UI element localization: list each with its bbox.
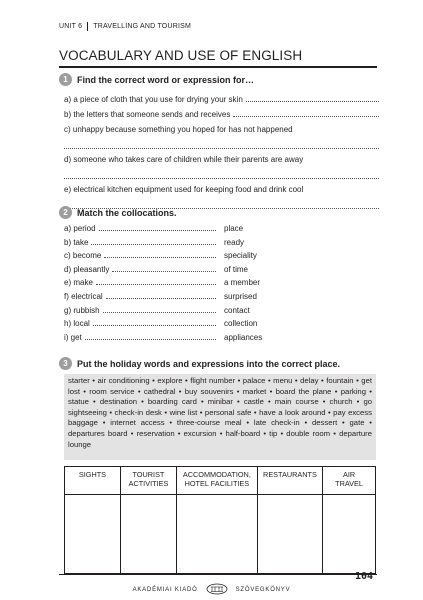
answer-line[interactable] xyxy=(96,278,216,285)
collocation-right: ready xyxy=(224,237,245,247)
answer-cell[interactable] xyxy=(65,495,121,574)
collocation-row xyxy=(64,306,262,320)
definition-text: a) a piece of cloth that you use for drying your skin xyxy=(64,95,243,104)
table-header-row xyxy=(65,467,376,495)
collocation-left: e) make xyxy=(64,278,93,288)
collocation-left: a) period xyxy=(64,224,96,233)
answer-line[interactable] xyxy=(64,169,379,179)
column-header-accommodation: ACCOMMODATION, HOTEL FACILITIES xyxy=(176,467,257,495)
collocation-row xyxy=(64,224,262,238)
collocation-left: b) take xyxy=(64,237,89,247)
collocation-row xyxy=(64,319,262,333)
collocation-left: f) electrical xyxy=(64,291,103,301)
collocation-left: h) local xyxy=(64,319,90,329)
exercise-1-items xyxy=(64,94,379,214)
answer-line[interactable] xyxy=(106,292,216,299)
exercise-2-number: 2 xyxy=(59,206,72,219)
definition-text: d) someone who takes care of children while their parents are away xyxy=(64,155,304,164)
collocation-left: g) rubbish xyxy=(64,305,100,315)
header-divider xyxy=(87,22,88,31)
collocation-list xyxy=(64,224,262,346)
collocation-right: a member xyxy=(224,278,261,288)
answer-line[interactable] xyxy=(104,251,216,258)
answer-line[interactable] xyxy=(99,224,216,231)
definition-item xyxy=(64,154,379,169)
unit-label: UNIT 6 xyxy=(59,23,83,30)
exercise-2-heading xyxy=(59,206,177,219)
answer-line[interactable] xyxy=(91,238,216,245)
collocation-row xyxy=(64,333,262,347)
footer xyxy=(0,583,423,597)
column-header-tourist-activities: TOURIST ACTIVITIES xyxy=(120,467,176,495)
category-table xyxy=(64,466,376,574)
answer-cell[interactable] xyxy=(323,495,376,574)
table-answer-row xyxy=(65,495,376,574)
collocation-right: of time xyxy=(224,264,249,274)
collocation-right: contact xyxy=(224,305,250,315)
exercise-1-heading xyxy=(59,73,254,86)
collocation-row xyxy=(64,251,262,265)
exercise-1-instruction: Find the correct word or expression for… xyxy=(77,74,255,85)
answer-cell[interactable] xyxy=(120,495,176,574)
answer-cell[interactable] xyxy=(176,495,257,574)
publisher-logo-icon xyxy=(206,583,228,597)
definition-text: b) the letters that someone sends and receives xyxy=(64,110,231,119)
collocation-left: c) become xyxy=(64,251,102,261)
exercise-2-instruction: Match the collocations. xyxy=(77,207,177,218)
answer-line[interactable] xyxy=(85,333,216,340)
collocation-right: place xyxy=(224,224,244,233)
series-name: SZÖVEGKÖNYV xyxy=(235,587,291,593)
word-bank: starter • air conditioning • explore • flight number • palace • menu • delay • fountain • get lost • room service • cathedral • buy souvenirs • market • board the plane • parking • statue • destination • boarding card • minibar • castle • main course • church • go sightseeing • check-in desk • wine list • personal safe • have a look around • pay excess baggage • internet access • three-course meal • late check-in • dessert • gate • departures board • reservation • excursion • half-board • tip • double room • departure lounge xyxy=(64,374,376,460)
answer-line[interactable] xyxy=(246,94,379,102)
definition-text: c) unhappy because something you hoped for has not happened xyxy=(64,125,293,134)
collocation-left: d) pleasantly xyxy=(64,264,110,274)
collocation-right: surprised xyxy=(224,291,257,301)
unit-header xyxy=(59,22,191,31)
answer-line[interactable] xyxy=(93,319,216,326)
collocation-row xyxy=(64,238,262,252)
page-title: VOCABULARY AND USE OF ENGLISH xyxy=(59,48,303,63)
answer-cell[interactable] xyxy=(257,495,322,574)
page-number: 104 xyxy=(354,571,373,582)
definition-item xyxy=(64,184,379,199)
exercise-3-instruction: Put the holiday words and expressions into the correct place. xyxy=(77,358,341,369)
answer-line[interactable] xyxy=(112,265,216,272)
title-rule xyxy=(59,66,377,68)
unit-topic: TRAVELLING AND TOURISM xyxy=(93,23,192,30)
collocation-row xyxy=(64,292,262,306)
column-header-sights: SIGHTS xyxy=(65,467,121,495)
definition-item xyxy=(64,109,379,124)
definition-item xyxy=(64,94,379,109)
collocation-row xyxy=(64,265,262,279)
exercise-3-heading xyxy=(59,357,340,370)
answer-line[interactable] xyxy=(103,306,216,313)
answer-line[interactable] xyxy=(233,109,379,117)
definition-item xyxy=(64,124,379,139)
exercise-1-number: 1 xyxy=(59,73,72,86)
collocation-row xyxy=(64,278,262,292)
column-header-restaurants: RESTAURANTS xyxy=(257,467,322,495)
collocation-left: i) get xyxy=(64,332,82,342)
footer-rule xyxy=(59,574,377,575)
publisher-name: AKADÉMIAI KIADÓ xyxy=(132,587,198,593)
collocation-right: appliances xyxy=(224,332,263,342)
collocation-right: speciality xyxy=(224,251,257,261)
collocation-right: collection xyxy=(224,319,258,329)
exercise-3-number: 3 xyxy=(59,357,72,370)
answer-line[interactable] xyxy=(64,139,379,149)
column-header-air-travel: AIR TRAVEL xyxy=(323,467,376,495)
definition-text: e) electrical kitchen equipment used for keeping food and drink cool xyxy=(64,185,304,194)
